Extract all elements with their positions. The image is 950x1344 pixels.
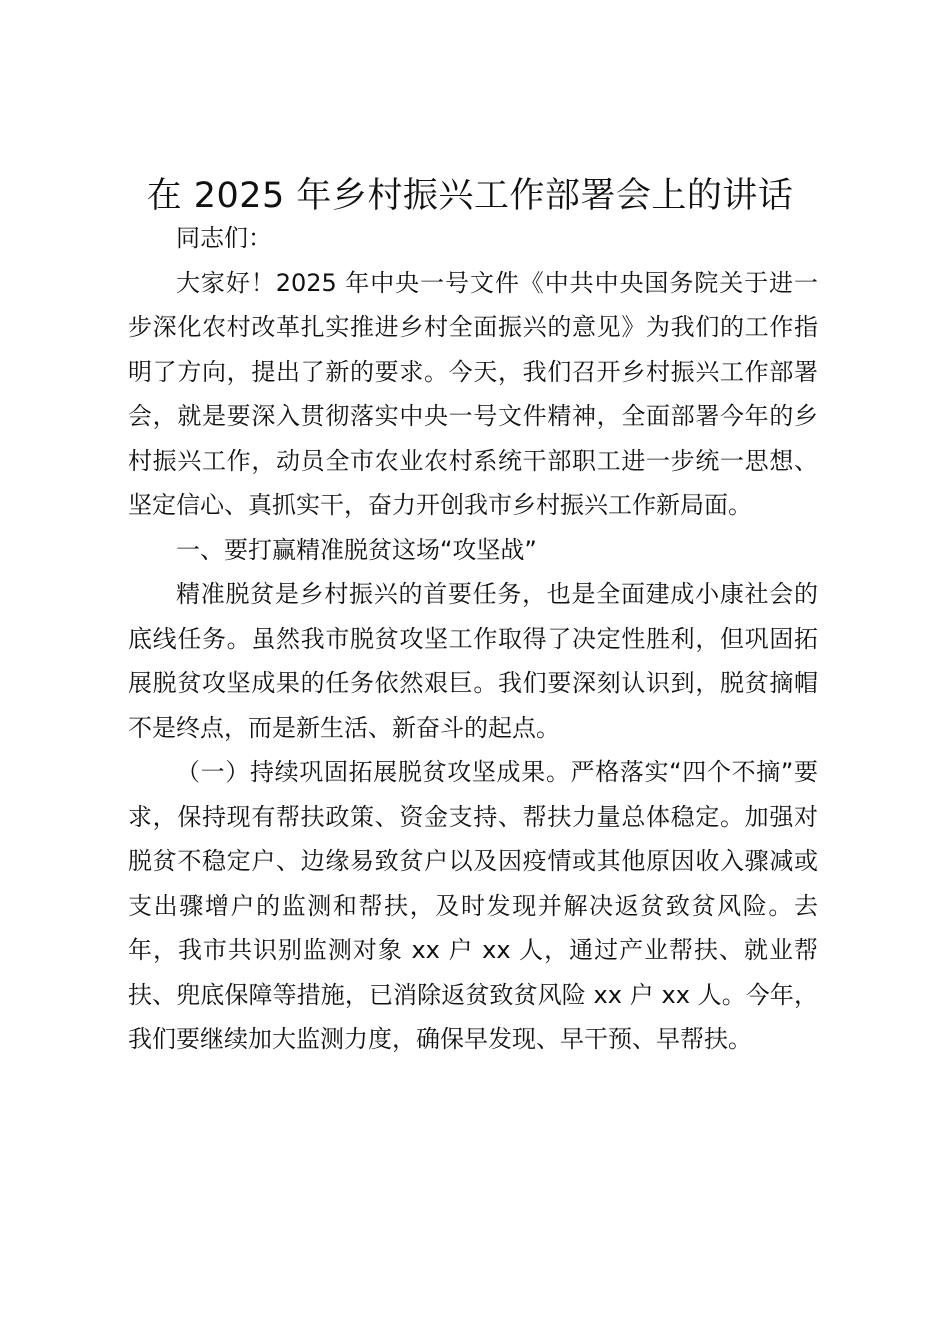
document-title: 在 2025 年乡村振兴工作部署会上的讲话	[146, 176, 794, 216]
paragraph-section-1: 精准脱贫是乡村振兴的首要任务，也是全面建成小康社会的底线任务。虽然我市脱贫攻坚工作取得了决定性胜利，但巩固拓展脱贫攻坚成果的任务依然艰巨。我们要深刻认识到，脱贫摘帽不是终点，而是新生活、新奋斗的起点。	[128, 580, 818, 742]
document-page	[128, 170, 818, 1062]
section-heading-1: 一、要打赢精准脱贫这场“攻坚战”	[176, 535, 537, 564]
paragraph-intro: 大家好！2025 年中央一号文件《中共中央国务院关于进一步深化农村改革扎实推进乡村全面振兴的意见》为我们的工作指明了方向，提出了新的要求。今天，我们召开乡村振兴工作部署会，就是要深入贯彻落实中央一号文件精神，全面部署今年的乡村振兴工作，动员全市农业农村系统干部职工进一步统一思想、坚定信心、真抓实干，奋力开创我市乡村振兴工作新局面。	[128, 268, 818, 519]
salutation: 同志们：	[176, 224, 272, 252]
paragraph-subsection-1: （一）持续巩固拓展脱贫攻坚成果。严格落实“四个不摘”要求，保持现有帮扶政策、资金支持、帮扶力量总体稳定。加强对脱贫不稳定户、边缘易致贫户以及因疫情或其他原因收入骤减或支出骤增户的监测和帮扶，及时发现并解决返贫致贫风险。去年，我市共识别监测对象 xx 户 xx 人，通过产业帮扶、就业帮扶、兜底保障等措施，已消除返贫致贫风险 xx 户 xx 人。今年，我们要继续加大监测力度，确保早发现、早干预、早帮扶。	[128, 758, 818, 1053]
